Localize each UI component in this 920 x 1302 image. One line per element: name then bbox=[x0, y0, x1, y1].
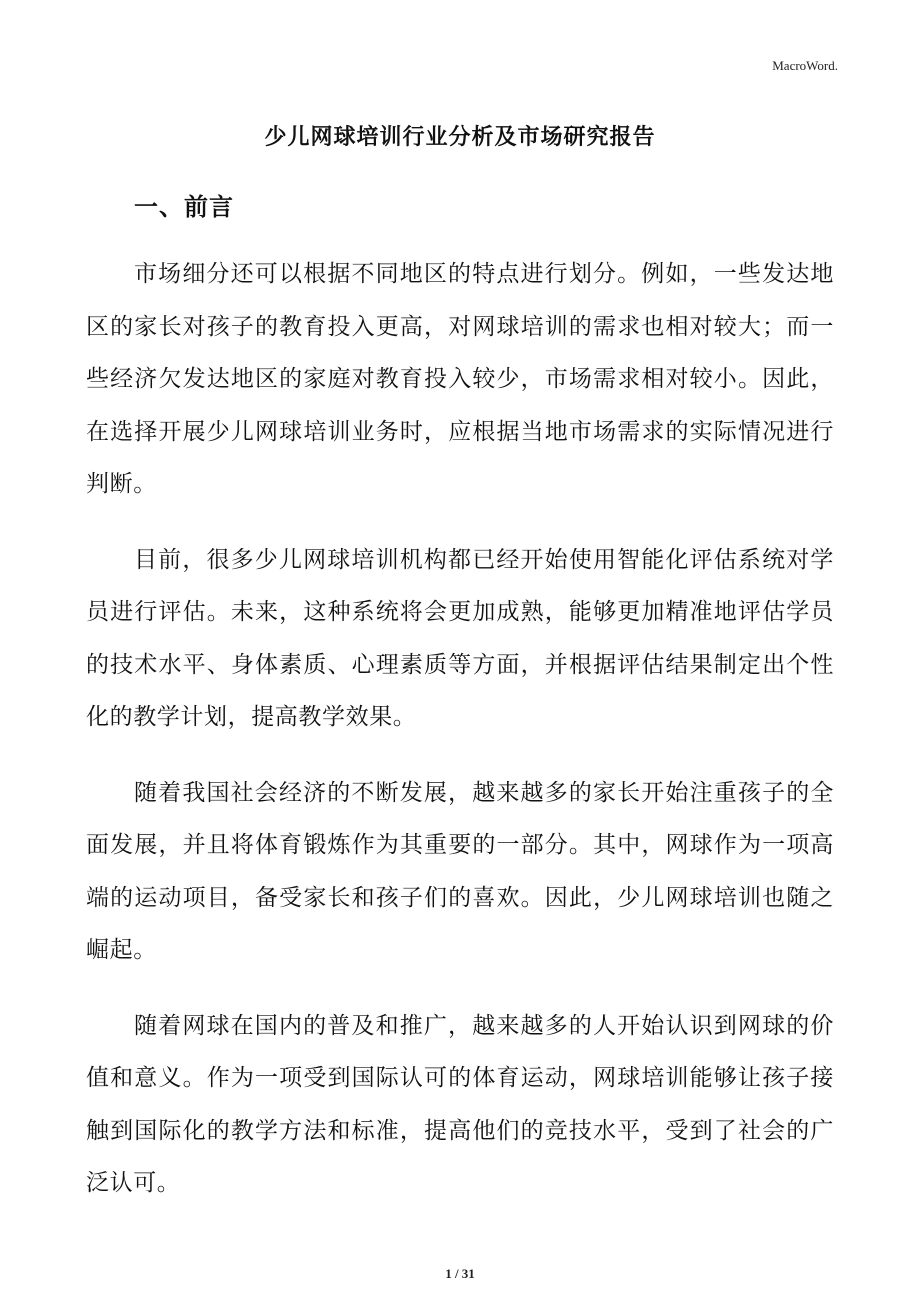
paragraph-2: 目前，很多少儿网球培训机构都已经开始使用智能化评估系统对学员进行评估。未来，这种系统将会更加成熟，能够更加精准地评估学员的技术水平、身体素质、心理素质等方面，并根据评估结果制定出个性化的教学计划，提高教学效果。 bbox=[86, 546, 834, 730]
paragraph-4: 随着网球在国内的普及和推广，越来越多的人开始认识到网球的价值和意义。作为一项受到国际认可的体育运动，网球培训能够让孩子接触到国际化的教学方法和标准，提高他们的竞技水平，受到了社会的广泛认可。 bbox=[86, 1012, 834, 1196]
header-brand: MacroWord. bbox=[772, 58, 838, 73]
document-title: 少儿网球培训行业分析及市场研究报告 bbox=[264, 124, 656, 150]
paragraph-3: 随着我国社会经济的不断发展，越来越多的家长开始注重孩子的全面发展，并且将体育锻炼作为其重要的一部分。其中，网球作为一项高端的运动项目，备受家长和孩子们的喜欢。因此，少儿网球培训也随之崛起。 bbox=[86, 779, 834, 963]
paragraph-1: 市场细分还可以根据不同地区的特点进行划分。例如，一些发达地区的家长对孩子的教育投入更高，对网球培训的需求也相对较大；而一些经济欠发达地区的家庭对教育投入较少，市场需求相对较小。因此，在选择开展少儿网球培训业务时，应根据当地市场需求的实际情况进行判断。 bbox=[86, 261, 834, 497]
section-heading: 一、前言 bbox=[134, 192, 234, 221]
body-text bbox=[86, 248, 834, 1233]
page-number: 1 / 31 bbox=[445, 1266, 475, 1281]
